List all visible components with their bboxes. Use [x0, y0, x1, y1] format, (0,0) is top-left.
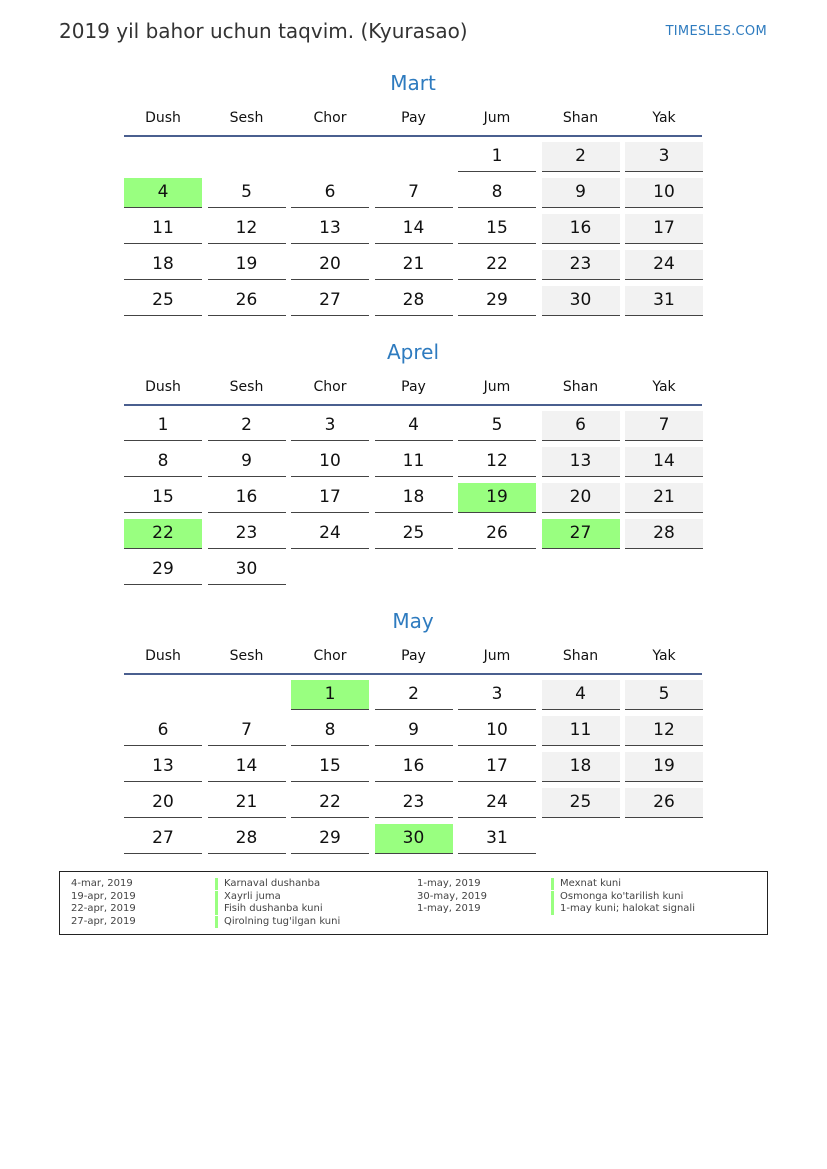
weekday-label: Yak — [652, 379, 676, 395]
day-cell: 14 — [625, 447, 703, 477]
day-cell: 12 — [208, 214, 286, 244]
day-cell: 8 — [124, 447, 202, 477]
day-cell: 10 — [291, 447, 369, 477]
day-cell: 1 — [124, 411, 202, 441]
day-cell: 13 — [542, 447, 620, 477]
day-cell: 5 — [208, 178, 286, 208]
day-cell: 20 — [291, 250, 369, 280]
day-cell: 15 — [458, 214, 536, 244]
weekday-label: Chor — [313, 379, 347, 395]
weekday-label: Yak — [652, 648, 676, 664]
month-calendar — [124, 70, 702, 337]
day-cell: 27 — [124, 824, 202, 854]
legend-date: 19-apr, 2019 — [71, 890, 136, 902]
weekday-label: Shan — [562, 110, 599, 126]
day-cell: 23 — [208, 519, 286, 549]
day-cell: 8 — [291, 716, 369, 746]
day-cell: 6 — [124, 716, 202, 746]
day-grid — [124, 675, 702, 875]
day-cell: 3 — [458, 680, 536, 710]
day-cell: 26 — [208, 286, 286, 316]
holiday-legend — [59, 871, 768, 935]
legend-date: 1-may, 2019 — [417, 878, 481, 889]
day-cell: 10 — [458, 716, 536, 746]
day-cell: 23 — [375, 788, 453, 818]
day-cell: 28 — [208, 824, 286, 854]
day-cell: 24 — [291, 519, 369, 549]
day-cell: 13 — [124, 752, 202, 782]
day-cell: 9 — [542, 178, 620, 208]
month-calendar — [124, 339, 702, 606]
day-cell: 19 — [208, 250, 286, 280]
day-cell: 18 — [542, 752, 620, 782]
day-cell: 30 — [208, 555, 286, 585]
legend-date: 4-mar, 2019 — [71, 878, 133, 889]
day-cell: 3 — [291, 411, 369, 441]
weekday-label: Dush — [145, 648, 181, 664]
weekday-label: Dush — [145, 379, 181, 395]
day-cell: 31 — [458, 824, 536, 854]
day-cell: 2 — [542, 142, 620, 172]
holiday-day-cell: 30 — [375, 824, 453, 854]
day-cell: 27 — [291, 286, 369, 316]
weekday-label: Yak — [652, 110, 676, 126]
weekday-label: Sesh — [229, 110, 264, 126]
legend-date: 1-may, 2019 — [417, 903, 481, 914]
legend-date: 27-apr, 2019 — [71, 915, 136, 927]
day-cell: 6 — [291, 178, 369, 208]
weekday-label: Jum — [483, 110, 511, 126]
day-cell: 14 — [375, 214, 453, 244]
legend-holiday-name: Fisih dushanba kuni — [215, 903, 323, 915]
day-cell: 25 — [124, 286, 202, 316]
day-cell: 5 — [625, 680, 703, 710]
day-cell: 8 — [458, 178, 536, 208]
weekday-label: Chor — [313, 110, 347, 126]
weekday-header — [124, 648, 702, 675]
weekday-label: Pay — [401, 110, 426, 126]
day-cell: 29 — [124, 555, 202, 585]
day-grid — [124, 406, 702, 606]
day-cell: 10 — [625, 178, 703, 208]
day-cell: 7 — [375, 178, 453, 208]
day-cell: 29 — [458, 286, 536, 316]
day-cell: 21 — [625, 483, 703, 513]
day-cell: 4 — [375, 411, 453, 441]
day-cell: 14 — [208, 752, 286, 782]
day-cell: 30 — [542, 286, 620, 316]
month-name: May — [392, 609, 434, 633]
day-cell: 12 — [625, 716, 703, 746]
month-calendar — [124, 608, 702, 875]
legend-holiday-name: 1-may kuni; halokat signali — [551, 903, 695, 915]
day-cell: 16 — [542, 214, 620, 244]
weekday-header — [124, 110, 702, 137]
day-cell: 29 — [291, 824, 369, 854]
day-cell: 1 — [458, 142, 536, 172]
legend-date: 30-may, 2019 — [417, 890, 487, 902]
weekday-label: Pay — [401, 379, 426, 395]
legend-date: 22-apr, 2019 — [71, 903, 136, 914]
day-cell: 28 — [625, 519, 703, 549]
holiday-day-cell: 4 — [124, 178, 202, 208]
legend-holiday-name: Karnaval dushanba — [215, 878, 320, 890]
day-cell: 5 — [458, 411, 536, 441]
holiday-day-cell: 27 — [542, 519, 620, 549]
month-name: Aprel — [386, 340, 440, 364]
month-name: Mart — [390, 71, 436, 95]
holiday-day-cell: 22 — [124, 519, 202, 549]
holiday-day-cell: 19 — [458, 483, 536, 513]
day-cell: 28 — [375, 286, 453, 316]
weekday-label: Chor — [313, 648, 347, 664]
day-cell: 20 — [542, 483, 620, 513]
day-cell: 16 — [208, 483, 286, 513]
day-cell: 18 — [375, 483, 453, 513]
day-cell: 16 — [375, 752, 453, 782]
day-cell: 20 — [124, 788, 202, 818]
legend-holiday-name: Mexnat kuni — [551, 878, 621, 890]
day-cell: 24 — [625, 250, 703, 280]
weekday-label: Dush — [145, 110, 181, 126]
day-cell: 11 — [124, 214, 202, 244]
day-cell: 7 — [208, 716, 286, 746]
day-cell: 3 — [625, 142, 703, 172]
day-cell: 18 — [124, 250, 202, 280]
site-name[interactable]: TIMESLES.COM — [665, 24, 767, 39]
holiday-day-cell: 1 — [291, 680, 369, 710]
day-cell: 2 — [375, 680, 453, 710]
day-cell: 11 — [542, 716, 620, 746]
day-cell: 21 — [208, 788, 286, 818]
day-cell: 26 — [625, 788, 703, 818]
weekday-header — [124, 379, 702, 406]
day-cell: 26 — [458, 519, 536, 549]
weekday-label: Shan — [562, 379, 599, 395]
weekday-label: Sesh — [229, 648, 264, 664]
day-cell: 22 — [291, 788, 369, 818]
day-cell: 9 — [208, 447, 286, 477]
day-cell: 22 — [458, 250, 536, 280]
weekday-label: Jum — [483, 379, 511, 395]
day-cell: 31 — [625, 286, 703, 316]
day-cell: 6 — [542, 411, 620, 441]
day-cell: 17 — [625, 214, 703, 244]
day-cell: 4 — [542, 680, 620, 710]
day-cell: 13 — [291, 214, 369, 244]
day-cell: 17 — [458, 752, 536, 782]
day-cell: 11 — [375, 447, 453, 477]
legend-holiday-name: Qirolning tug'ilgan kuni — [215, 916, 340, 928]
legend-holiday-name: Xayrli juma — [215, 891, 281, 903]
page-title: 2019 yil bahor uchun taqvim. (Kyurasao) — [59, 19, 468, 43]
day-grid — [124, 137, 702, 337]
legend-holiday-name: Osmonga ko'tarilish kuni — [551, 891, 683, 903]
weekday-label: Sesh — [229, 379, 264, 395]
weekday-label: Jum — [483, 648, 511, 664]
day-cell: 25 — [375, 519, 453, 549]
day-cell: 25 — [542, 788, 620, 818]
day-cell: 19 — [625, 752, 703, 782]
day-cell: 24 — [458, 788, 536, 818]
day-cell: 21 — [375, 250, 453, 280]
day-cell: 17 — [291, 483, 369, 513]
day-cell: 12 — [458, 447, 536, 477]
day-cell: 15 — [124, 483, 202, 513]
day-cell: 7 — [625, 411, 703, 441]
day-cell: 2 — [208, 411, 286, 441]
day-cell: 9 — [375, 716, 453, 746]
weekday-label: Pay — [401, 648, 426, 664]
day-cell: 15 — [291, 752, 369, 782]
day-cell: 23 — [542, 250, 620, 280]
weekday-label: Shan — [562, 648, 599, 664]
